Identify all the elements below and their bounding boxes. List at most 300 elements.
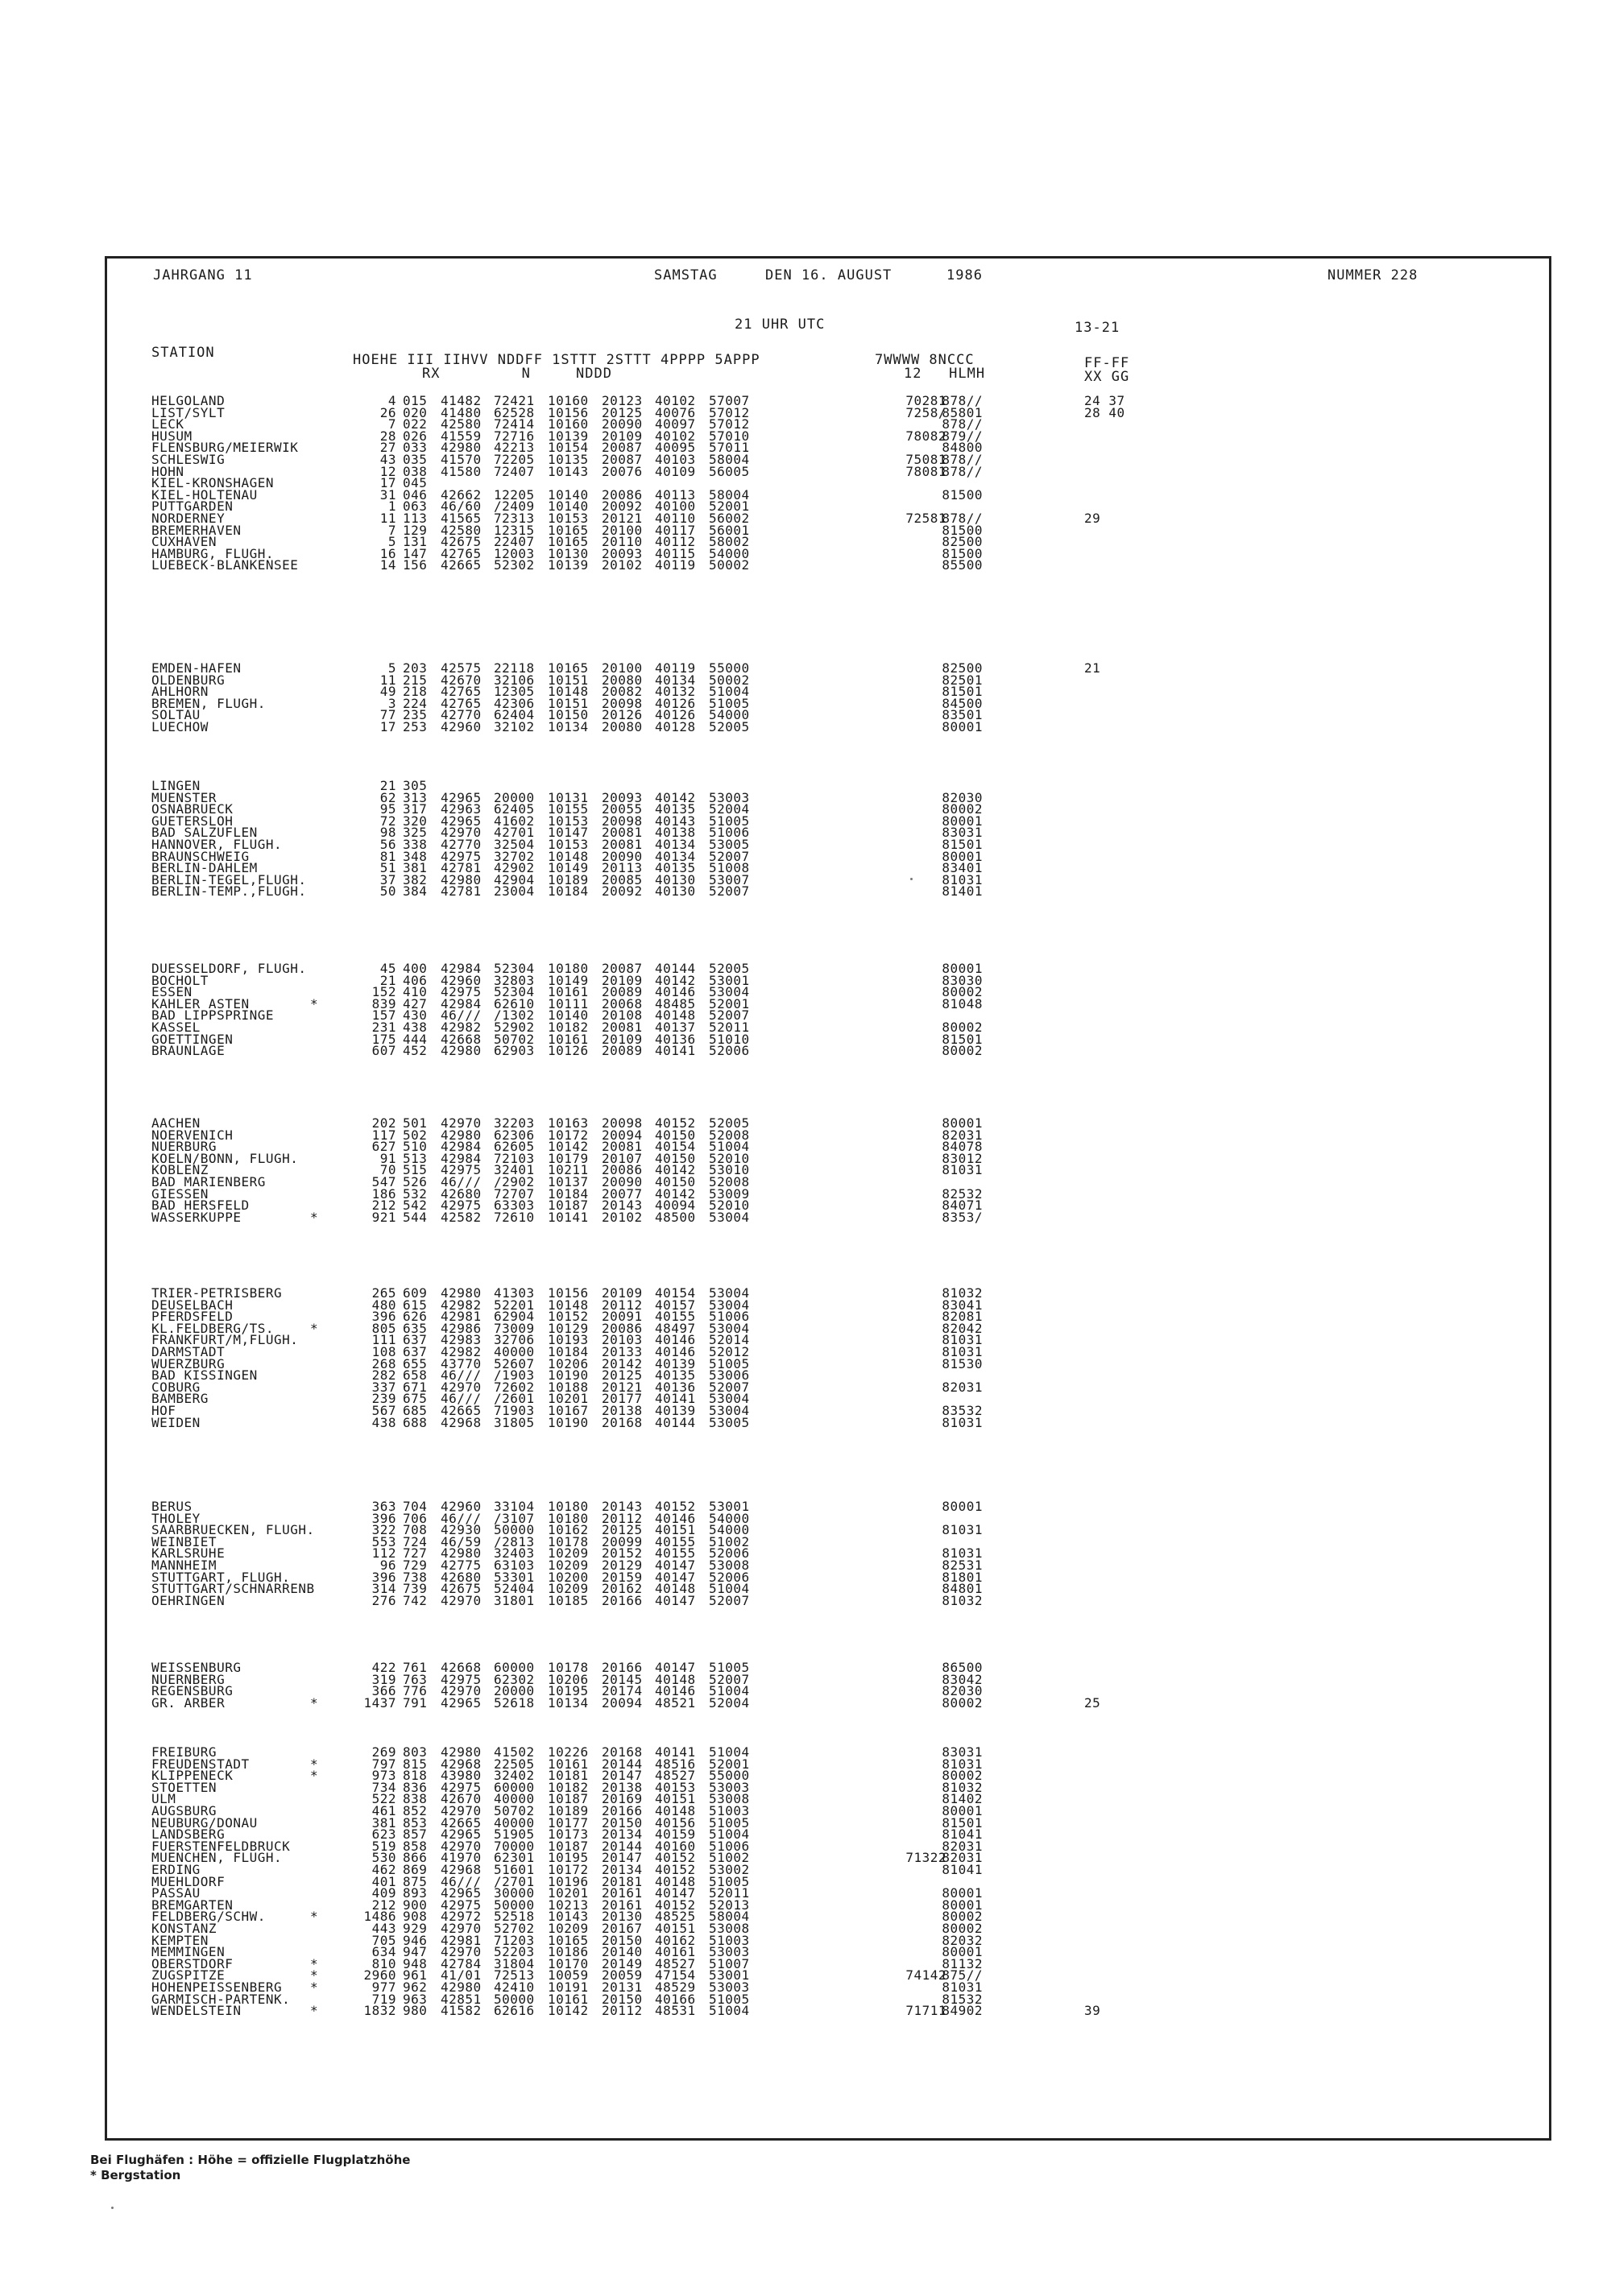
station-height: 37 — [379, 871, 396, 887]
group-1sttt: 10149 — [548, 860, 589, 876]
group-4pppp: 40150 — [655, 1150, 696, 1166]
table-row — [0, 1211, 1611, 1223]
station-name: BREMGARTEN — [151, 1897, 234, 1913]
station-index: 400 — [403, 961, 428, 976]
table-row — [0, 1299, 1611, 1311]
group-1sttt: 10134 — [548, 1694, 589, 1711]
group-iihvv: 42965 — [441, 1694, 482, 1711]
station-height: 17 — [379, 475, 396, 491]
group-5appp: 53004 — [709, 1403, 750, 1418]
station-index: 113 — [403, 511, 428, 526]
station-height: 269 — [371, 1744, 396, 1760]
group-5appp: 57011 — [709, 440, 750, 456]
group-1sttt: 10178 — [548, 1533, 589, 1549]
station-height: 522 — [371, 1791, 396, 1807]
table-row — [0, 789, 1611, 805]
station-index: 544 — [403, 1209, 428, 1225]
station-index: 513 — [403, 1150, 428, 1166]
station-name: GR. ARBER — [151, 1694, 226, 1711]
group-1sttt: 10148 — [548, 848, 589, 864]
group-5appp: 53006 — [709, 1367, 750, 1384]
group-1sttt: 10160 — [548, 393, 589, 408]
group-4pppp: 40159 — [655, 1826, 696, 1843]
group-4pppp: 40152 — [655, 1897, 696, 1913]
group-8nccc: 84071 — [942, 1198, 983, 1214]
group-nddff: 40000 — [494, 1344, 535, 1359]
group-8nccc: 82030 — [942, 1683, 983, 1699]
group-5appp: 53005 — [709, 1414, 750, 1430]
table-row — [0, 721, 1611, 733]
group-4pppp: 40162 — [655, 1932, 696, 1948]
group-iihvv: 42981 — [441, 1932, 482, 1948]
group-2sttt: 20089 — [602, 1043, 643, 1059]
group-4pppp: 40151 — [655, 1522, 696, 1538]
group-1sttt: 10190 — [548, 1414, 589, 1430]
group-4pppp: 48531 — [655, 2003, 696, 2019]
group-iihvv: 42972 — [441, 1909, 482, 1925]
group-iihvv: 42980 — [441, 1127, 482, 1143]
group-2sttt: 20108 — [602, 1007, 643, 1024]
station-index: 427 — [403, 995, 428, 1011]
group-nddff: 63103 — [494, 1558, 535, 1573]
station-name: BAMBERG — [151, 1391, 209, 1407]
station-name: BERLIN-DAHLEM — [151, 860, 258, 876]
group-2sttt: 20102 — [602, 557, 643, 573]
group-1sttt: 10151 — [548, 695, 589, 711]
table-row — [0, 1582, 1611, 1595]
station-index: 406 — [403, 972, 428, 988]
volume-label: JAHRGANG 11 — [153, 267, 253, 283]
group-1sttt: 10131 — [548, 789, 589, 805]
station-height: 231 — [371, 1020, 396, 1035]
table-row — [0, 1346, 1611, 1358]
group-5appp: 51004 — [709, 684, 750, 700]
group-8nccc: 81031 — [942, 1980, 983, 1995]
station-height: 265 — [371, 1285, 396, 1301]
station-name: LECK — [151, 416, 184, 432]
station-height: 3 — [387, 695, 396, 711]
station-height: 422 — [371, 1660, 396, 1675]
date-label: DEN 16. AUGUST — [765, 267, 892, 283]
station-height: 268 — [371, 1355, 396, 1371]
group-iihvv: 41570 — [441, 452, 482, 467]
group-nddff: 52618 — [494, 1694, 535, 1711]
group-8nccc: 81402 — [942, 1791, 983, 1807]
group-iihvv: 42984 — [441, 1150, 482, 1166]
station-index: 035 — [403, 452, 428, 467]
station-name: OBERSTDORF — [151, 1955, 234, 1971]
group-iihvv: 46/// — [441, 1174, 482, 1189]
group-iihvv: 41/01 — [441, 1967, 482, 1984]
group-4pppp: 48527 — [655, 1768, 696, 1784]
group-1sttt: 10134 — [548, 719, 589, 734]
group-4pppp: 40139 — [655, 1355, 696, 1371]
group-8nccc: 81530 — [942, 1355, 983, 1371]
station-index: 384 — [403, 883, 428, 900]
group-nddff: 31805 — [494, 1414, 535, 1430]
group-4pppp: 40146 — [655, 984, 696, 1000]
station-height: 17 — [379, 719, 396, 734]
table-row — [0, 662, 1611, 674]
group-4pppp: 40142 — [655, 1162, 696, 1178]
station-index: 706 — [403, 1510, 428, 1526]
group-8nccc: 83532 — [942, 1403, 983, 1418]
station-index: 438 — [403, 1020, 428, 1035]
group-4pppp: 47154 — [655, 1967, 696, 1984]
group-iihvv: 41480 — [441, 404, 482, 420]
table-row — [0, 1694, 1611, 1711]
group-iihvv: 42580 — [441, 416, 482, 432]
station-index: 510 — [403, 1139, 428, 1155]
group-nddff: 12003 — [494, 545, 535, 561]
group-1sttt: 10173 — [548, 1826, 589, 1843]
station-index: 727 — [403, 1545, 428, 1562]
station-height: 547 — [371, 1174, 396, 1189]
station-index: 131 — [403, 534, 428, 550]
station-name: DEUSELBACH — [151, 1297, 234, 1313]
group-5appp: 53004 — [709, 984, 750, 1000]
group-4pppp: 40138 — [655, 825, 696, 841]
station-name: STUTTGART/SCHNARRENB — [151, 1581, 315, 1597]
group-2sttt: 20089 — [602, 984, 643, 1000]
station-index: 026 — [403, 428, 428, 444]
group-nddff: 32203 — [494, 1115, 535, 1131]
station-height: 72 — [379, 813, 396, 829]
station-height: 5 — [387, 660, 396, 676]
table-row — [0, 1129, 1611, 1141]
station-height: 70 — [379, 1162, 396, 1178]
group-nddff: 50702 — [494, 1803, 535, 1818]
station-index: 738 — [403, 1569, 428, 1585]
group-iihvv: 42965 — [441, 789, 482, 805]
group-nddff: 70000 — [494, 1838, 535, 1854]
group-iihvv: 42665 — [441, 1403, 482, 1418]
group-nddff: 32803 — [494, 972, 535, 988]
group-2sttt: 20149 — [602, 1955, 643, 1971]
station-height: 607 — [371, 1043, 396, 1059]
group-4pppp: 40152 — [655, 1850, 696, 1866]
group-1sttt: 10180 — [548, 1510, 589, 1526]
group-8nccc: 82031 — [942, 1127, 983, 1143]
group-2sttt: 20166 — [602, 1660, 643, 1675]
group-2sttt: 20093 — [602, 545, 643, 561]
station-index: 948 — [403, 1955, 428, 1971]
group-2sttt: 20087 — [602, 961, 643, 976]
group-1sttt: 10206 — [548, 1671, 589, 1687]
group-1sttt: 10187 — [548, 1791, 589, 1807]
group-nddff: 12205 — [494, 486, 535, 503]
group-8nccc: 84800 — [942, 440, 983, 456]
group-iihvv: 41582 — [441, 2003, 482, 2019]
group-2sttt: 20126 — [602, 707, 643, 723]
group-8nccc: 80002 — [942, 1768, 983, 1784]
table-row — [0, 1768, 1611, 1784]
group-2sttt: 20168 — [602, 1744, 643, 1760]
group-2sttt: 20130 — [602, 1909, 643, 1925]
group-5appp: 54000 — [709, 545, 750, 561]
table-row — [0, 1592, 1611, 1608]
station-height: 319 — [371, 1671, 396, 1687]
group-2sttt: 20143 — [602, 1198, 643, 1214]
group-iihvv: 42582 — [441, 1209, 482, 1225]
station-name: KASSEL — [151, 1020, 201, 1035]
group-nddff: 30000 — [494, 1885, 535, 1901]
group-5appp: 52007 — [709, 1007, 750, 1024]
group-2sttt: 20087 — [602, 452, 643, 467]
station-index: 875 — [403, 1873, 428, 1889]
group-5appp: 52007 — [709, 1592, 750, 1608]
group-nddff: 72707 — [494, 1185, 535, 1202]
group-iihvv: 42765 — [441, 684, 482, 700]
gust-subheader: XX GG — [1084, 369, 1130, 385]
station-index: 658 — [403, 1367, 428, 1384]
station-name: ULM — [151, 1791, 176, 1807]
group-4pppp: 48497 — [655, 1320, 696, 1336]
group-4pppp: 48516 — [655, 1756, 696, 1772]
group-iihvv: 46/// — [441, 1510, 482, 1526]
mountain-station-marker: * — [310, 1320, 319, 1336]
group-2sttt: 20107 — [602, 1150, 643, 1166]
group-iihvv: 42781 — [441, 860, 482, 876]
group-2sttt: 20112 — [602, 1297, 643, 1313]
group-8nccc: 82032 — [942, 1932, 983, 1948]
gust-value: 21 — [1084, 660, 1101, 676]
table-row — [0, 559, 1611, 571]
group-8nccc: 86500 — [942, 1660, 983, 1675]
station-name: OSNABRUECK — [151, 801, 234, 817]
group-2sttt: 20177 — [602, 1391, 643, 1407]
group-1sttt: 10209 — [548, 1545, 589, 1562]
group-1sttt: 10149 — [548, 972, 589, 988]
group-1sttt: 10201 — [548, 1391, 589, 1407]
station-index: 852 — [403, 1803, 428, 1818]
group-nddff: 51601 — [494, 1862, 535, 1877]
group-4pppp: 40155 — [655, 1533, 696, 1549]
group-8nccc: 80001 — [942, 1885, 983, 1901]
group-nddff: 62610 — [494, 995, 535, 1011]
station-index: 609 — [403, 1285, 428, 1301]
group-4pppp: 40154 — [655, 1139, 696, 1155]
group-5appp: 54000 — [709, 1510, 750, 1526]
group-iihvv: 42662 — [441, 486, 482, 503]
group-iihvv: 42668 — [441, 1660, 482, 1675]
group-2sttt: 20098 — [602, 695, 643, 711]
table-row — [0, 1381, 1611, 1393]
group-iihvv: 42975 — [441, 1671, 482, 1687]
table-row — [0, 1851, 1611, 1864]
group-nddff: 72414 — [494, 416, 535, 432]
airport-footnote: Bei Flughäfen : Höhe = offizielle Flugplatzhöhe — [90, 2153, 411, 2167]
group-nddff: 52902 — [494, 1020, 535, 1035]
group-iihvv: 42670 — [441, 672, 482, 688]
group-1sttt: 10187 — [548, 1838, 589, 1854]
group-4pppp: 40143 — [655, 813, 696, 829]
group-5appp: 58004 — [709, 1909, 750, 1925]
group-7wwww: 7258/ — [905, 404, 946, 420]
group-8nccc: 83401 — [942, 860, 983, 876]
group-1sttt: 10161 — [548, 1031, 589, 1047]
group-1sttt: 10177 — [548, 1814, 589, 1831]
group-2sttt: 20098 — [602, 1115, 643, 1131]
group-1sttt: 10153 — [548, 511, 589, 526]
group-2sttt: 20144 — [602, 1838, 643, 1854]
group-1sttt: 10193 — [548, 1332, 589, 1348]
group-4pppp: 40126 — [655, 707, 696, 723]
group-8nccc: 80001 — [942, 848, 983, 864]
station-name: KIEL-KRONSHAGEN — [151, 475, 274, 491]
station-index: 317 — [403, 801, 428, 817]
station-height: 152 — [371, 984, 396, 1000]
group-5appp: 54000 — [709, 1522, 750, 1538]
group-1sttt: 10209 — [548, 1558, 589, 1573]
group-1sttt: 10172 — [548, 1862, 589, 1877]
group-5appp: 56005 — [709, 463, 750, 479]
group-nddff: 32102 — [494, 719, 535, 734]
group-7wwww: 78081 — [905, 463, 946, 479]
group-2sttt: 20109 — [602, 428, 643, 444]
station-index: 946 — [403, 1932, 428, 1948]
group-4pppp: 40134 — [655, 837, 696, 852]
group-4pppp: 40136 — [655, 1379, 696, 1395]
group-8nccc: 82500 — [942, 534, 983, 550]
station-name: LINGEN — [151, 778, 201, 793]
station-index: 980 — [403, 2003, 428, 2019]
group-iihvv: 42982 — [441, 1344, 482, 1359]
scan-speck — [910, 878, 913, 880]
group-5appp: 53008 — [709, 1791, 750, 1807]
group-iihvv: 42975 — [441, 1897, 482, 1913]
station-index: 961 — [403, 1967, 428, 1984]
group-2sttt: 20125 — [602, 1522, 643, 1538]
group-iihvv: 42775 — [441, 1558, 482, 1573]
station-index: 532 — [403, 1185, 428, 1202]
group-1sttt: 10181 — [548, 1768, 589, 1784]
table-row — [0, 1287, 1611, 1299]
group-iihvv: 42680 — [441, 1185, 482, 1202]
station-column-header: STATION — [151, 345, 215, 361]
group-4pppp: 40147 — [655, 1592, 696, 1608]
group-2sttt: 20087 — [602, 440, 643, 456]
group-2sttt: 20090 — [602, 416, 643, 432]
group-2sttt: 20109 — [602, 972, 643, 988]
group-7wwww: 71711 — [905, 2003, 946, 2019]
group-1sttt: 10170 — [548, 1955, 589, 1971]
group-iihvv: 46/// — [441, 1367, 482, 1384]
table-row — [0, 883, 1611, 900]
mountain-station-marker: * — [310, 1209, 319, 1225]
group-2sttt: 20167 — [602, 1921, 643, 1936]
station-index: 501 — [403, 1115, 428, 1131]
group-5appp: 51005 — [709, 813, 750, 829]
group-4pppp: 48485 — [655, 995, 696, 1011]
station-height: 21 — [379, 778, 396, 793]
station-name: PASSAU — [151, 1885, 201, 1901]
group-8nccc: 81031 — [942, 871, 983, 887]
group-1sttt: 10147 — [548, 825, 589, 841]
group-2sttt: 20166 — [602, 1803, 643, 1818]
group-8nccc: 80002 — [942, 1909, 983, 1925]
group-4pppp: 40147 — [655, 1569, 696, 1585]
group-nddff: 62301 — [494, 1850, 535, 1866]
group-1sttt: 10189 — [548, 1803, 589, 1818]
group-4pppp: 40102 — [655, 393, 696, 408]
station-height: 409 — [371, 1885, 396, 1901]
group-4pppp: 48521 — [655, 1694, 696, 1711]
group-5appp: 52001 — [709, 1756, 750, 1772]
group-iihvv: 42960 — [441, 719, 482, 734]
station-height: 322 — [371, 1522, 396, 1538]
table-row — [0, 524, 1611, 536]
station-name: FUERSTENFELDBRUCK — [151, 1838, 291, 1854]
group-4pppp: 40141 — [655, 1391, 696, 1407]
group-5appp: 51006 — [709, 1309, 750, 1325]
station-height: 98 — [379, 825, 396, 841]
group-1sttt: 10180 — [548, 961, 589, 976]
group-nddff: 22407 — [494, 534, 535, 550]
group-2sttt: 20086 — [602, 1320, 643, 1336]
table-row — [0, 2004, 1611, 2017]
group-nddff: 72407 — [494, 463, 535, 479]
group-5appp: 55000 — [709, 1768, 750, 1784]
group-nddff: 22505 — [494, 1756, 535, 1772]
group-iihvv: 42784 — [441, 1955, 482, 1971]
station-height: 96 — [379, 1558, 396, 1573]
table-row — [0, 1685, 1611, 1697]
station-name: KEMPTEN — [151, 1932, 209, 1948]
group-4pppp: 48500 — [655, 1209, 696, 1225]
station-index: 033 — [403, 440, 428, 456]
station-index: 776 — [403, 1683, 428, 1699]
group-2sttt: 20081 — [602, 1020, 643, 1035]
station-index: 963 — [403, 1991, 428, 2007]
group-iihvv: 42980 — [441, 1285, 482, 1301]
group-2sttt: 20142 — [602, 1355, 643, 1371]
group-5appp: 53004 — [709, 1320, 750, 1336]
table-row — [0, 709, 1611, 721]
group-5appp: 53009 — [709, 1185, 750, 1202]
group-8nccc: 8353/ — [942, 1209, 983, 1225]
table-row — [0, 1673, 1611, 1686]
group-4pppp: 40151 — [655, 1921, 696, 1936]
group-iihvv: 42968 — [441, 1756, 482, 1772]
group-iihvv: 42960 — [441, 972, 482, 988]
group-5appp: 53008 — [709, 1558, 750, 1573]
group-2sttt: 20150 — [602, 1991, 643, 2007]
group-4pppp: 40097 — [655, 416, 696, 432]
group-5appp: 51010 — [709, 1031, 750, 1047]
group-nddff: /1903 — [494, 1367, 535, 1384]
group-1sttt: 10190 — [548, 1367, 589, 1384]
group-nddff: 32402 — [494, 1768, 535, 1784]
table-row — [0, 780, 1611, 792]
group-4pppp: 40142 — [655, 1185, 696, 1202]
group-nddff: 23004 — [494, 883, 535, 900]
group-2sttt: 20134 — [602, 1862, 643, 1877]
group-4pppp: 40161 — [655, 1944, 696, 1960]
station-height: 50 — [379, 883, 396, 900]
group-nddff: 32403 — [494, 1545, 535, 1562]
station-name: KOBLENZ — [151, 1162, 209, 1178]
group-8nccc: 83030 — [942, 972, 983, 988]
group-2sttt: 20112 — [602, 1510, 643, 1526]
station-name: DUESSELDORF, FLUGH. — [151, 961, 307, 976]
group-1sttt: 10150 — [548, 707, 589, 723]
group-2sttt: 20134 — [602, 1826, 643, 1843]
group-8nccc: 81031 — [942, 1332, 983, 1348]
station-height: 81 — [379, 848, 396, 864]
table-row — [0, 1117, 1611, 1129]
group-2sttt: 20103 — [602, 1332, 643, 1348]
